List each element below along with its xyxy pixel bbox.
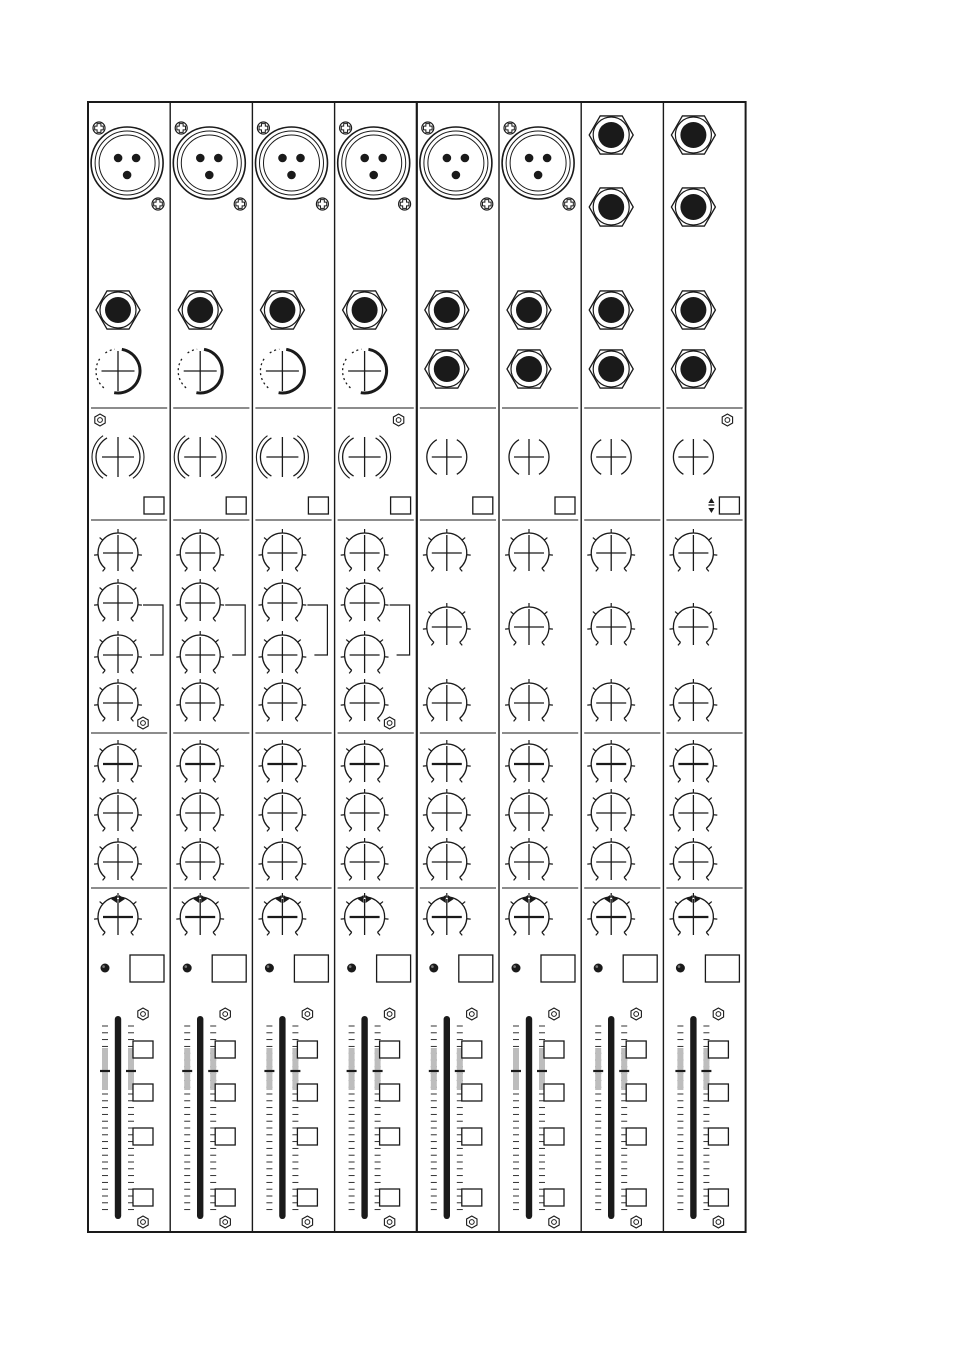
fader-track: [197, 1016, 203, 1219]
button-icon[interactable]: [544, 1084, 564, 1101]
button-icon[interactable]: [391, 497, 411, 514]
screw-icon: [302, 1008, 312, 1020]
led-highlight: [185, 965, 188, 968]
hex-screw-outline: [713, 1008, 723, 1020]
xlr-pin: [360, 154, 369, 163]
hex-screw-outline: [722, 414, 732, 426]
hex-screw-outline: [549, 1008, 559, 1020]
xlr-pin: [452, 171, 461, 180]
button-icon[interactable]: [459, 955, 493, 982]
xlr-pin: [378, 154, 387, 163]
button-icon[interactable]: [133, 1189, 153, 1206]
xlr-jack-icon[interactable]: [256, 127, 328, 199]
fader-track: [279, 1016, 285, 1219]
button-icon[interactable]: [297, 1041, 317, 1058]
button-icon[interactable]: [212, 955, 246, 982]
button-icon[interactable]: [555, 497, 575, 514]
button-icon[interactable]: [708, 1084, 728, 1101]
button-icon[interactable]: [708, 1189, 728, 1206]
button-icon[interactable]: [380, 1128, 400, 1145]
button-icon[interactable]: [541, 955, 575, 982]
screw-icon: [152, 198, 164, 210]
screw-icon: [504, 122, 516, 134]
jack-hole: [269, 297, 295, 323]
screw-icon: [563, 198, 575, 210]
led-dot: [101, 964, 110, 973]
xlr-jack-icon[interactable]: [338, 127, 410, 199]
xlr-pin: [205, 171, 214, 180]
fader-unity-zone: [595, 1048, 601, 1090]
xlr-jack-icon[interactable]: [173, 127, 245, 199]
screw-icon: [393, 414, 403, 426]
screw-icon: [713, 1216, 723, 1228]
button-icon[interactable]: [215, 1084, 235, 1101]
hex-screw-outline: [384, 717, 394, 729]
button-icon[interactable]: [544, 1041, 564, 1058]
hex-screw-outline: [220, 1008, 230, 1020]
button-icon[interactable]: [708, 1041, 728, 1058]
jack-hole: [434, 297, 460, 323]
hex-screw-outline: [631, 1216, 641, 1228]
xlr-pin: [114, 154, 123, 163]
led-icon: [347, 964, 356, 973]
led-icon: [101, 964, 110, 973]
xlr-rim: [420, 127, 492, 199]
screw-icon: [549, 1008, 559, 1020]
button-icon[interactable]: [133, 1041, 153, 1058]
led-dot: [265, 964, 274, 973]
screw-icon: [220, 1216, 230, 1228]
screw-icon: [631, 1216, 641, 1228]
screw-icon: [384, 1216, 394, 1228]
screw-icon: [220, 1008, 230, 1020]
button-icon[interactable]: [705, 955, 739, 982]
led-dot: [512, 964, 521, 973]
button-icon[interactable]: [294, 955, 328, 982]
led-highlight: [267, 965, 270, 968]
button-icon[interactable]: [626, 1128, 646, 1145]
fader-track: [361, 1016, 367, 1219]
screw-icon: [138, 1008, 148, 1020]
hex-screw-outline: [549, 1216, 559, 1228]
xlr-rim: [502, 127, 574, 199]
fader-unity-zone: [431, 1048, 437, 1090]
button-icon[interactable]: [544, 1128, 564, 1145]
hex-screw-outline: [713, 1216, 723, 1228]
button-icon[interactable]: [130, 955, 164, 982]
fader-track: [115, 1016, 121, 1219]
button-icon[interactable]: [544, 1189, 564, 1206]
screw-icon: [384, 717, 394, 729]
fader-unity-zone: [513, 1048, 519, 1090]
fader-unity-zone: [677, 1048, 683, 1090]
button-icon[interactable]: [462, 1041, 482, 1058]
led-dot: [347, 964, 356, 973]
hex-screw-outline: [467, 1008, 477, 1020]
jack-hole: [680, 122, 706, 148]
button-icon[interactable]: [308, 497, 328, 514]
screw-icon: [481, 198, 493, 210]
hex-screw-outline: [384, 1008, 394, 1020]
jack-hole: [680, 194, 706, 220]
xlr-pin: [369, 171, 378, 180]
screw-icon: [467, 1216, 477, 1228]
screw-icon: [549, 1216, 559, 1228]
button-icon[interactable]: [133, 1128, 153, 1145]
button-icon[interactable]: [297, 1084, 317, 1101]
screw-icon: [93, 122, 105, 134]
xlr-pin: [543, 154, 552, 163]
screw-icon: [467, 1008, 477, 1020]
button-icon[interactable]: [377, 955, 411, 982]
button-icon[interactable]: [462, 1084, 482, 1101]
button-icon[interactable]: [473, 497, 493, 514]
button-icon[interactable]: [297, 1189, 317, 1206]
button-icon[interactable]: [133, 1084, 153, 1101]
jack-hole: [105, 297, 131, 323]
xlr-pin: [534, 171, 543, 180]
led-icon: [429, 964, 438, 973]
hex-screw-outline: [384, 1216, 394, 1228]
xlr-pin: [278, 154, 287, 163]
xlr-pin: [132, 154, 141, 163]
jack-hole: [434, 356, 460, 382]
fader-unity-zone: [349, 1048, 355, 1090]
screw-icon: [234, 198, 246, 210]
screw-icon: [316, 198, 328, 210]
mixer-panel: [88, 102, 746, 1232]
jack-hole: [680, 356, 706, 382]
screw-icon: [631, 1008, 641, 1020]
xlr-rim: [256, 127, 328, 199]
button-icon[interactable]: [380, 1084, 400, 1101]
led-highlight: [678, 965, 681, 968]
screw-icon: [422, 122, 434, 134]
hex-screw-outline: [138, 717, 148, 729]
screw-icon: [95, 414, 105, 426]
button-icon[interactable]: [626, 1189, 646, 1206]
led-highlight: [102, 965, 105, 968]
jack-hole: [516, 297, 542, 323]
button-icon[interactable]: [462, 1189, 482, 1206]
xlr-jack-icon[interactable]: [502, 127, 574, 199]
led-dot: [676, 964, 685, 973]
led-highlight: [431, 965, 434, 968]
led-icon: [676, 964, 685, 973]
fader-unity-zone: [102, 1048, 108, 1090]
button-icon[interactable]: [462, 1128, 482, 1145]
screw-icon: [138, 717, 148, 729]
button-icon[interactable]: [297, 1128, 317, 1145]
screw-icon: [302, 1216, 312, 1228]
jack-hole: [680, 297, 706, 323]
screw-icon: [138, 1216, 148, 1228]
hex-screw-outline: [138, 1216, 148, 1228]
xlr-pin: [443, 154, 452, 163]
led-dot: [594, 964, 603, 973]
button-icon[interactable]: [215, 1041, 235, 1058]
hex-screw-outline: [95, 414, 105, 426]
screw-icon: [340, 122, 352, 134]
screw-icon: [384, 1008, 394, 1020]
xlr-pin: [214, 154, 223, 163]
xlr-jack-icon[interactable]: [420, 127, 492, 199]
screw-icon: [257, 122, 269, 134]
xlr-rim: [338, 127, 410, 199]
button-icon[interactable]: [144, 497, 164, 514]
hex-screw-outline: [302, 1216, 312, 1228]
fader-track: [608, 1016, 614, 1219]
button-icon[interactable]: [215, 1189, 235, 1206]
xlr-jack-icon[interactable]: [91, 127, 163, 199]
button-icon[interactable]: [623, 955, 657, 982]
led-icon: [594, 964, 603, 973]
led-dot: [429, 964, 438, 973]
xlr-rim: [91, 127, 163, 199]
led-highlight: [513, 965, 516, 968]
button-icon[interactable]: [719, 497, 739, 514]
jack-hole: [352, 297, 378, 323]
button-icon[interactable]: [380, 1041, 400, 1058]
button-icon[interactable]: [708, 1128, 728, 1145]
xlr-rim: [173, 127, 245, 199]
hex-screw-outline: [138, 1008, 148, 1020]
fader-track: [526, 1016, 532, 1219]
screw-icon: [399, 198, 411, 210]
screw-icon: [713, 1008, 723, 1020]
led-icon: [512, 964, 521, 973]
hex-screw-outline: [631, 1008, 641, 1020]
hex-screw-outline: [467, 1216, 477, 1228]
fader-track: [690, 1016, 696, 1219]
fader-track: [444, 1016, 450, 1219]
fader-unity-zone: [184, 1048, 190, 1090]
led-icon: [183, 964, 192, 973]
led-dot: [183, 964, 192, 973]
led-highlight: [349, 965, 352, 968]
jack-hole: [598, 297, 624, 323]
xlr-pin: [123, 171, 132, 180]
button-icon[interactable]: [626, 1041, 646, 1058]
button-icon[interactable]: [380, 1189, 400, 1206]
button-icon[interactable]: [626, 1084, 646, 1101]
hex-screw-outline: [393, 414, 403, 426]
jack-hole: [598, 122, 624, 148]
hex-screw-outline: [302, 1008, 312, 1020]
jack-hole: [516, 356, 542, 382]
screw-icon: [175, 122, 187, 134]
jack-hole: [598, 194, 624, 220]
xlr-pin: [296, 154, 305, 163]
jack-hole: [598, 356, 624, 382]
xlr-pin: [287, 171, 296, 180]
jack-hole: [187, 297, 213, 323]
led-highlight: [596, 965, 599, 968]
screw-icon: [722, 414, 732, 426]
xlr-pin: [461, 154, 470, 163]
button-icon[interactable]: [226, 497, 246, 514]
fader-unity-zone: [266, 1048, 272, 1090]
led-icon: [265, 964, 274, 973]
xlr-pin: [525, 154, 534, 163]
xlr-pin: [196, 154, 205, 163]
button-icon[interactable]: [215, 1128, 235, 1145]
hex-screw-outline: [220, 1216, 230, 1228]
